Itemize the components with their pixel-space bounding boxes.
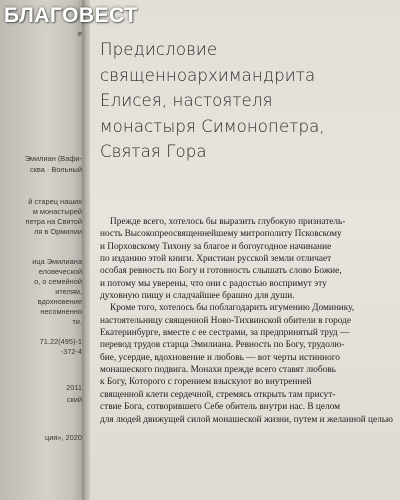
left-page-fragment: 71.22(495)-1	[39, 338, 82, 346]
text-line: особая ревность по Богу и готовность слышать слово Божие,	[100, 266, 342, 277]
left-page-fragment: -372-4	[60, 348, 82, 356]
left-page-fragment: Эмилиан (Вафи-	[24, 155, 82, 163]
text-line: ствие Бога, сотворившего Себе обитель внутри нас. В целом	[100, 402, 341, 413]
text-line: и Порховскому Тихону за благое и богоугодное начинание	[100, 241, 332, 252]
text-line: Прежде всего, хотелось бы выразить глубокую признатель-	[110, 217, 346, 227]
text-line: и потому мы уверены, что они с радостью воспримут эту	[100, 278, 327, 289]
text-line: настоятельницу священной Ново-Тихвинской обители в городе	[100, 315, 352, 326]
left-page-fragment: сква · Вольный	[29, 166, 82, 174]
left-page-fragment: 2011	[66, 384, 82, 392]
text-line: бие, усердие, вдохновение и любовь — вот черты истинного	[100, 352, 340, 363]
text-line: перевод трудов старца Эмилиана. Ревность по Богу, трудолю-	[100, 340, 345, 351]
left-page-fragment: м монастырей	[32, 208, 82, 216]
chapter-heading	[100, 37, 396, 165]
left-page-fragment: ителям,	[55, 288, 82, 296]
left-page-fragment: ля в Ормилии	[34, 228, 82, 236]
body-text	[100, 216, 398, 426]
text-line: священной клети сердечной, стремясь открыть там присут-	[100, 389, 336, 400]
text-line: по изданию этой книги. Христиан русской земли отличает	[100, 254, 332, 265]
heading-line: Святая Гора	[100, 142, 207, 161]
heading-line: Елисея, настоятеля	[100, 91, 273, 110]
left-page-fragment: ти.	[72, 318, 82, 326]
heading-line: монастыря Симонопетра,	[100, 116, 325, 136]
left-page-fragment: вдохновение	[37, 298, 82, 306]
text-line: к Богу, Которого с горением взыскуют во внутренней	[100, 377, 312, 388]
left-page-fragment: ция», 2020	[44, 434, 82, 442]
left-page-fragment: ский	[66, 396, 82, 404]
text-line: ность Высокопреосвященнейшему митрополиту Псковскому	[100, 229, 342, 240]
left-page-fragment: еловеческой	[38, 268, 82, 276]
left-page-fragment: е	[77, 30, 82, 38]
left-page-fragment: несомненно	[40, 308, 82, 316]
left-page-fragment: ица Эмилиана	[32, 258, 82, 266]
heading-line: Предисловие	[100, 40, 218, 59]
text-line: для людей движущей силой монашеской жизни, путем и желанной целью	[100, 414, 393, 425]
text-line: духовную пищу и сладчайшее брашно для души.	[100, 291, 295, 302]
text-line: Екатеринбурге, вместе с ее сестрами, за предпринятый труд —	[100, 328, 350, 339]
watermark-logo: БЛАГОВЕСТ	[4, 4, 138, 27]
heading-line: священноархимандрита	[100, 65, 316, 85]
left-page-fragment: петра на Святой	[25, 218, 82, 226]
text-line: Кроме того, хотелось бы поблагодарить игумению Доминику,	[110, 303, 355, 314]
left-page-fragment: й старец наших	[28, 198, 82, 206]
left-page	[0, 0, 84, 500]
text-line: монашеского подвига. Монахи прежде всего ставят любовь	[100, 365, 336, 376]
left-page-fragment: о, о семейной	[34, 278, 82, 286]
